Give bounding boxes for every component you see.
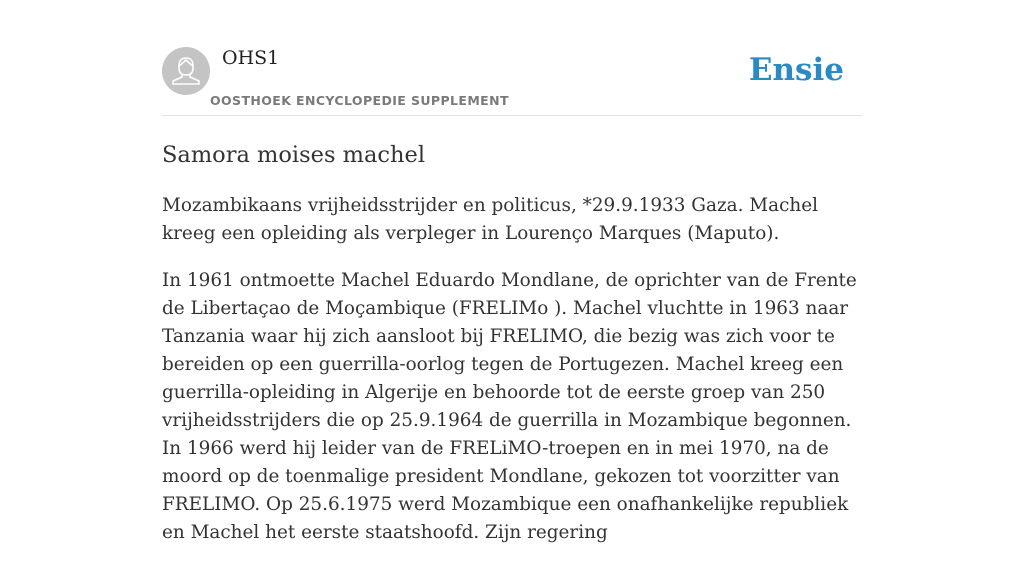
ensie-logo[interactable]: Ensie <box>748 52 844 88</box>
article-paragraph: In 1961 ontmoette Machel Eduardo Mondlane, de oprichter van de Frente de Libertaçao de Moçambique (FRELIMo ). Machel vluchtte in 1963 naar Tanzania waar hij zich aansloot bij FRELIMO, die bezig was zich voor te bereiden op een guerrilla-oorlog tegen de Portugezen. Machel kreeg een guerrilla-opleiding in Algerije en behoorde tot de eerste groep van 250 vrijheidsstrijders die op 25.9.1964 de guerrilla in Mozambique begonnen. In 1966 werd hij leider van de FRELiMO-troepen en in mei 1970, na de moord op de toenmalige president Mondlane, gekozen tot voorzitter van FRELIMO. Op 25.6.1975 werd Mozambique een onafhankelijke republiek en Machel het eerste staatshoofd. Zijn regering <box>162 270 857 543</box>
source-label: OOSTHOEK ENCYCLOPEDIE SUPPLEMENT <box>210 93 509 108</box>
article-paragraph: Mozambikaans vrijheidsstrijder en politicus, *29.9.1933 Gaza. Machel kreeg een opleiding als verpleger in Lourenço Marques (Maputo). <box>162 195 819 244</box>
avatar[interactable] <box>162 47 210 95</box>
author-name[interactable]: OHS1 <box>222 47 280 69</box>
article-body <box>162 192 862 566</box>
user-silhouette-icon <box>162 47 210 95</box>
header <box>162 40 862 116</box>
article-title: Samora moises machel <box>162 142 426 168</box>
